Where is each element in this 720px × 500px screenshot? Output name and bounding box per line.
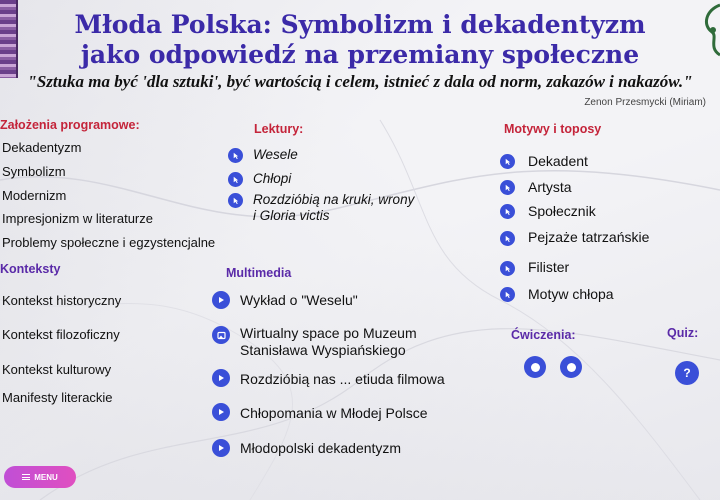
question-icon: ? xyxy=(683,366,691,380)
motyw-filister-link[interactable]: Filister xyxy=(528,259,570,275)
section-title-motywy: Motywy i toposy xyxy=(504,122,602,136)
pointer-icon xyxy=(500,180,515,195)
motyw-chlopa-link[interactable]: Motyw chłopa xyxy=(528,286,614,302)
pointer-icon xyxy=(500,154,515,169)
pointer-icon xyxy=(500,231,515,246)
pointer-icon xyxy=(228,172,243,187)
section-title-lektury: Lektury: xyxy=(254,122,304,136)
section-title-konteksty: Konteksty xyxy=(0,262,61,276)
play-icon[interactable] xyxy=(212,291,230,309)
kontekst-historyczny-link[interactable]: Kontekst historyczny xyxy=(2,293,122,308)
multimedia-wirtualny-spacer-line2[interactable]: Stanisława Wyspiańskiego xyxy=(240,342,406,358)
page-title-line-1: Młoda Polska: Symbolizm i dekadentyzm xyxy=(74,10,646,39)
quiz-button[interactable] xyxy=(675,361,699,385)
zalozenia-item-dekadentyzm[interactable]: Dekadentyzm xyxy=(2,140,82,155)
lektura-rozdziobia-link[interactable]: Rozdzióbią na kruki, wrony xyxy=(253,192,415,207)
section-title-cwiczenia: Ćwiczenia: xyxy=(511,328,576,342)
pointer-icon xyxy=(500,287,515,302)
zalozenia-item-modernizm[interactable]: Modernizm xyxy=(2,188,67,203)
motyw-pejzaze-link[interactable]: Pejzaże tatrzańskie xyxy=(528,229,650,245)
motyw-spolecznik-link[interactable]: Społecznik xyxy=(528,203,596,219)
motyw-artysta-link[interactable]: Artysta xyxy=(528,179,572,195)
section-title-zalozenia: Założenia programowe: xyxy=(0,118,140,132)
lektura-chlopi-link[interactable]: Chłopi xyxy=(253,171,292,186)
multimedia-wyklad-wesele-link[interactable]: Wykład o "Weselu" xyxy=(240,292,358,308)
section-title-quiz: Quiz: xyxy=(667,326,699,340)
exercise-2-button[interactable] xyxy=(560,356,582,378)
pointer-icon xyxy=(228,148,243,163)
manifesty-literackie-link[interactable]: Manifesty literackie xyxy=(2,390,113,405)
section-title-multimedia: Multimedia xyxy=(226,266,292,280)
multimedia-etiuda-filmowa-link[interactable]: Rozdzióbią nas ... etiuda filmowa xyxy=(240,371,445,387)
zalozenia-item-problemy[interactable]: Problemy społeczne i egzystencjalne xyxy=(2,235,216,250)
pointer-icon xyxy=(500,261,515,276)
multimedia-wirtualny-spacer-link[interactable]: Wirtualny space po Muzeum xyxy=(240,325,417,341)
multimedia-chlopomania-link[interactable]: Chłopomania w Młodej Polsce xyxy=(240,405,428,421)
exercise-1-button[interactable] xyxy=(524,356,546,378)
menu-label: MENU xyxy=(34,472,58,482)
hamburger-icon xyxy=(22,474,30,480)
play-icon[interactable] xyxy=(212,403,230,421)
page-title-line-2: jako odpowiedź na przemiany społeczne xyxy=(80,40,640,69)
zalozenia-item-symbolizm[interactable]: Symbolizm xyxy=(2,164,66,179)
quote-author: Zenon Przesmycki (Miriam) xyxy=(584,97,706,108)
multimedia-dekadentyzm-link[interactable]: Młodopolski dekadentyzm xyxy=(240,440,402,456)
lektura-wesele-link[interactable]: Wesele xyxy=(253,147,298,162)
motyw-dekadent-link[interactable]: Dekadent xyxy=(528,153,588,169)
play-icon[interactable] xyxy=(212,369,230,387)
zalozenia-item-impresjonizm[interactable]: Impresjonizm w literaturze xyxy=(2,211,153,226)
image-icon[interactable] xyxy=(212,326,230,344)
menu-button[interactable] xyxy=(4,466,76,488)
kontekst-filozoficzny-link[interactable]: Kontekst filozoficzny xyxy=(2,327,120,342)
pointer-icon xyxy=(500,204,515,219)
lektura-gloria-victis-link[interactable]: i Gloria victis xyxy=(253,208,330,223)
pointer-icon xyxy=(228,193,243,208)
quote: "Sztuka ma być 'dla sztuki', być wartością i celem, istnieć z dala od norm, zakazów i nakazów." xyxy=(27,72,693,91)
play-icon[interactable] xyxy=(212,439,230,457)
kontekst-kulturowy-link[interactable]: Kontekst kulturowy xyxy=(2,362,112,377)
